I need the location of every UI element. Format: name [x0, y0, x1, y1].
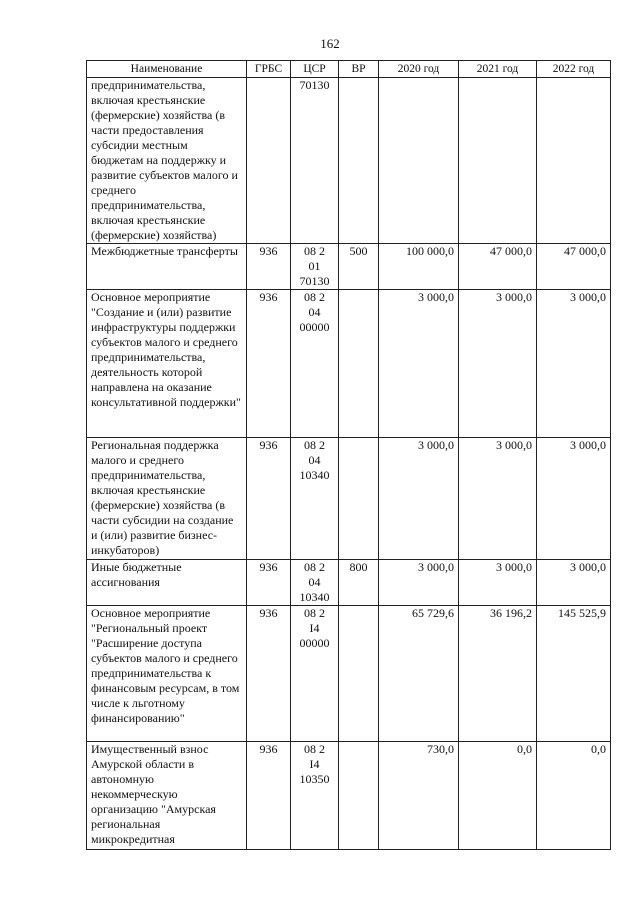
row-2021: [459, 78, 537, 244]
row-name: Межбюджетные трансферты: [87, 244, 247, 290]
row-name: Имущественный взнос Амурской области в автономную некоммерческую организацию "Амурская региональная микрокредитная: [87, 742, 247, 850]
row-2020: 730,0: [379, 742, 459, 850]
row-2022: 3 000,0: [537, 438, 611, 560]
row-2022: 3 000,0: [537, 290, 611, 438]
header-grbs: ГРБС: [247, 61, 291, 78]
row-2020: [379, 78, 459, 244]
header-2022: 2022 год: [537, 61, 611, 78]
page-number: 162: [320, 36, 340, 51]
csr-part: 04: [308, 453, 321, 467]
csr-part: 08 2: [304, 606, 325, 620]
header-name: Наименование: [87, 61, 247, 78]
row-csr: [291, 438, 339, 560]
csr-part: 00000: [299, 320, 330, 334]
row-2021: 36 196,2: [459, 606, 537, 742]
row-vr: [339, 78, 379, 244]
header-vr: ВР: [339, 61, 379, 78]
header-csr: ЦСР: [291, 61, 339, 78]
row-2021: 3 000,0: [459, 290, 537, 438]
row-2022: 47 000,0: [537, 244, 611, 290]
table-row: [87, 78, 611, 244]
row-2022: 0,0: [537, 742, 611, 850]
budget-table: [86, 60, 611, 850]
csr-part: 08 2: [304, 742, 325, 756]
header-2020: 2020 год: [379, 61, 459, 78]
table-row: [87, 244, 611, 290]
row-grbs: 936: [247, 290, 291, 438]
csr-part: 08 2: [304, 244, 325, 258]
row-2020: 3 000,0: [379, 560, 459, 606]
row-csr: [291, 606, 339, 742]
row-name: предпринимательства, включая крестьянские (фермерские) хозяйства (в части предоставления субсидии местным бюджетам на поддержку и развитие субъектов малого и среднего предпринимательства, включая крестьянские (фермерские) хозяйства): [87, 78, 247, 244]
csr-part: 70130: [299, 274, 330, 288]
csr-part: 08 2: [304, 290, 325, 304]
row-vr: [339, 290, 379, 438]
row-grbs: 936: [247, 606, 291, 742]
row-csr: [291, 78, 339, 244]
table-row: [87, 742, 611, 850]
row-2020: 3 000,0: [379, 438, 459, 560]
csr-part: 04: [308, 575, 321, 589]
csr-part: 08 2: [304, 560, 325, 574]
row-name: Основное мероприятие "Создание и (или) развитие инфраструктуры поддержки субъектов малого и среднего предпринимательства, деятельность которой направлена на оказание консультативной поддержки": [87, 290, 247, 438]
row-2022: 3 000,0: [537, 560, 611, 606]
table-row: [87, 290, 611, 438]
csr-part: 70130: [299, 78, 330, 92]
csr-part: 10340: [299, 468, 330, 482]
table-row: [87, 606, 611, 742]
row-vr: 800: [339, 560, 379, 606]
csr-part: 04: [308, 305, 321, 319]
row-csr: [291, 742, 339, 850]
row-2021: 47 000,0: [459, 244, 537, 290]
row-2022: [537, 78, 611, 244]
table-row: [87, 560, 611, 606]
row-vr: [339, 438, 379, 560]
row-grbs: 936: [247, 438, 291, 560]
table-row: [87, 438, 611, 560]
csr-part: I4: [309, 757, 320, 771]
row-csr: [291, 290, 339, 438]
row-grbs: [247, 78, 291, 244]
csr-part: 10350: [299, 772, 330, 786]
row-2020: 100 000,0: [379, 244, 459, 290]
csr-part: 01: [308, 259, 321, 273]
row-2022: 145 525,9: [537, 606, 611, 742]
row-2021: 0,0: [459, 742, 537, 850]
row-name: Иные бюджетные ассигнования: [87, 560, 247, 606]
row-csr: [291, 244, 339, 290]
csr-part: 10340: [299, 590, 330, 604]
row-grbs: 936: [247, 742, 291, 850]
csr-part: I4: [309, 621, 320, 635]
csr-part: 00000: [299, 636, 330, 650]
row-2021: 3 000,0: [459, 560, 537, 606]
row-name: Основное мероприятие "Региональный проект "Расширение доступа субъектов малого и среднего предпринимательства к финансовым ресурсам, в том числе к льготному финансированию": [87, 606, 247, 742]
row-csr: [291, 560, 339, 606]
row-grbs: 936: [247, 560, 291, 606]
row-name: Региональная поддержка малого и среднего предпринимательства, включая крестьянские (фермерские) хозяйства (в части субсидии на создание и (или) развитие бизнес-инкубаторов): [87, 438, 247, 560]
row-vr: [339, 606, 379, 742]
row-2020: 3 000,0: [379, 290, 459, 438]
row-grbs: 936: [247, 244, 291, 290]
row-2020: 65 729,6: [379, 606, 459, 742]
row-vr: [339, 742, 379, 850]
row-2021: 3 000,0: [459, 438, 537, 560]
table-header-row: [87, 61, 611, 78]
csr-part: 08 2: [304, 438, 325, 452]
header-2021: 2021 год: [459, 61, 537, 78]
row-vr: 500: [339, 244, 379, 290]
